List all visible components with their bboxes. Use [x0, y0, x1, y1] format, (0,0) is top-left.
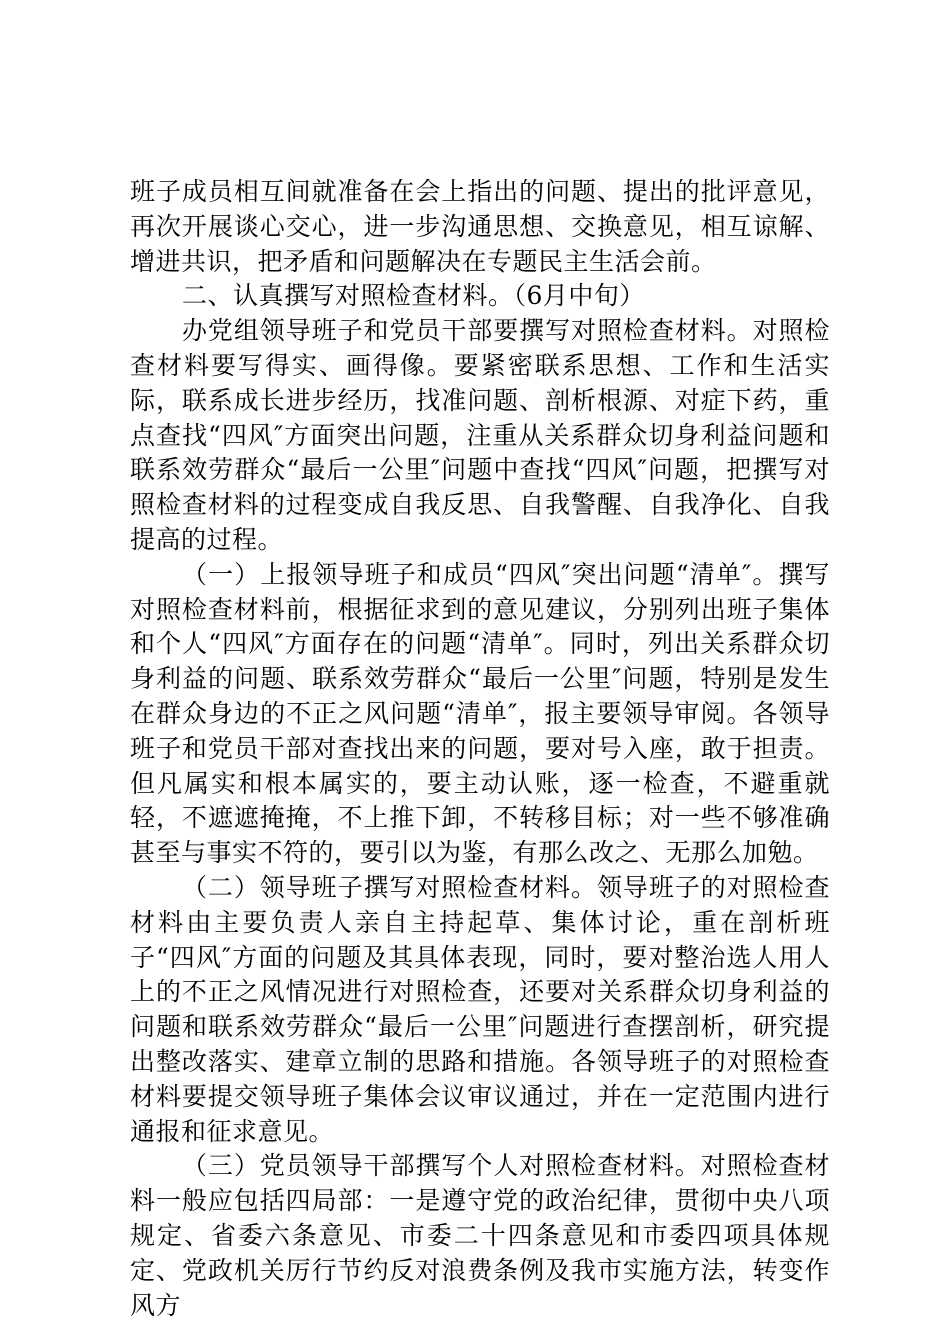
section-heading-2: 二、认真撰写对照检查材料。（6月中旬）	[182, 281, 645, 311]
document-body	[130, 175, 830, 1323]
paragraph-item-2: （二）领导班子撰写对照检查材料。领导班子的对照检查材料由主要负责人亲自主持起草、集体讨论，重在剖析班子“四风″方面的问题及其具体表现，同时，要对整治选人用人上的不正之风情况进行对照检查，还要对关系群众切身利益的问题和联系效劳群众“最后一公里″问题进行查摆剖析，研究提出整改落实、建章立制的思路和措施。各领导班子的对照检查材料要提交领导班子集体会议审议通过，并在一定范围内进行通报和征求意见。	[130, 872, 830, 1146]
paragraph-item-3: （三）党员领导干部撰写个人对照检查材料。对照检查材料一般应包括四局部：一是遵守党的政治纪律，贯彻中央八项规定、省委六条意见、市委二十四条意见和市委四项具体规定、党政机关厉行节约反对浪费条例及我市实施方法，转变作风方	[130, 1151, 830, 1320]
paragraph-continuation: 班子成员相互间就准备在会上指出的问题、提出的批评意见，再次开展谈心交心，进一步沟通思想、交换意见，相互谅解、增进共识，把矛盾和问题解决在专题民主生活会前。	[130, 177, 830, 276]
paragraph-item-1: （一）上报领导班子和成员“四风″突出问题“清单″。撰写对照检查材料前，根据征求到的意见建议，分别列出班子集体和个人“四风″方面存在的问题“清单″。同时，列出关系群众切身利益的问题、联系效劳群众“最后一公里″问题，特别是发生在群众身边的不正之风问题“清单″，报主要领导审阅。各领导班子和党员干部对查找出来的问题，要对号入座，敢于担责。但凡属实和根本属实的，要主动认账，逐一检查，不避重就轻，不遮遮掩掩，不上推下卸，不转移目标；对一些不够准确甚至与事实不符的，要引以为鉴，有那么改之、无那么加勉。	[130, 559, 830, 868]
paragraph-intro: 办党组领导班子和党员干部要撰写对照检查材料。对照检查材料要写得实、画得像。要紧密联系思想、工作和生活实际，联系成长进步经历，找准问题、剖析根源、对症下药，重点查找“四风″方面突出问题，注重从关系群众切身利益问题和联系效劳群众“最后一公里″问题中查找“四风″问题，把撰写对照检查材料的过程变成自我反思、自我警醒、自我净化、自我提高的过程。	[130, 316, 830, 554]
